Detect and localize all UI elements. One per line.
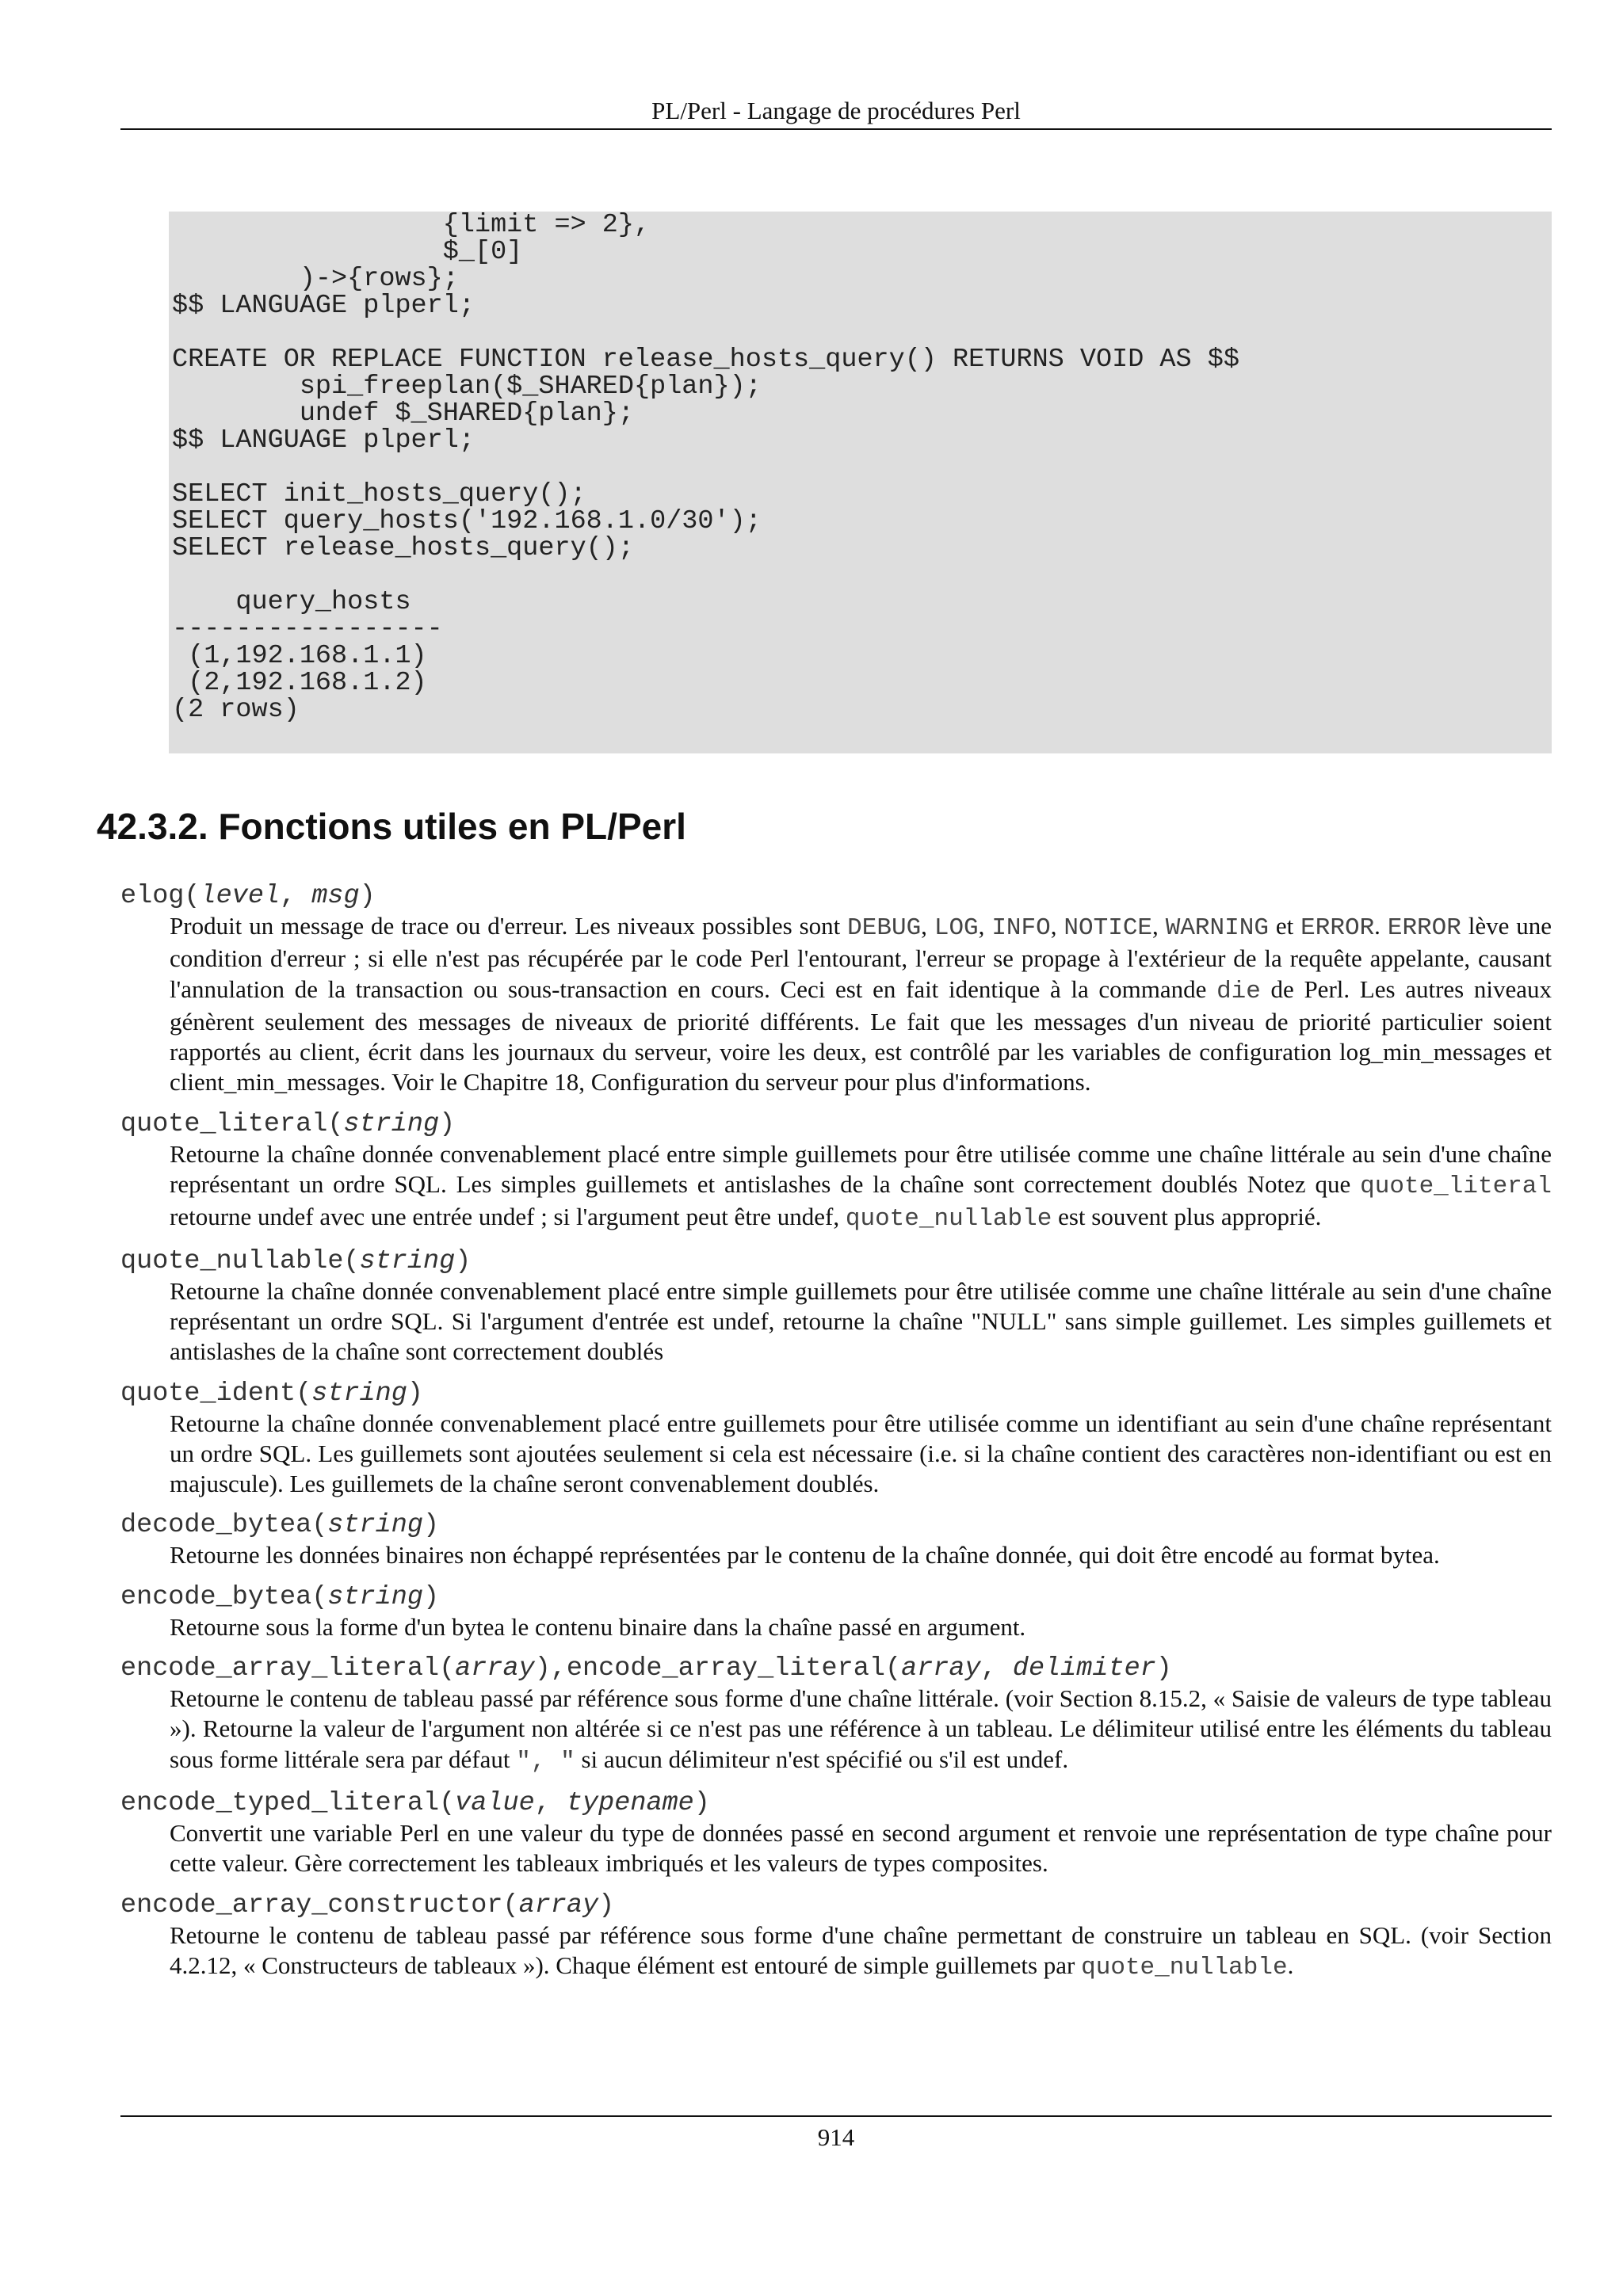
entry-encode-array-literal bbox=[120, 1653, 1552, 1777]
header-divider bbox=[120, 128, 1552, 130]
entry-encode-bytea bbox=[120, 1582, 1552, 1642]
page-header: PL/Perl - Langage de procédures Perl bbox=[651, 97, 1021, 124]
entry-quote-literal bbox=[120, 1109, 1552, 1235]
desc-decode-bytea: Retourne les données binaires non échappé représentées par le contenu de la chaîne donnée, qui doit être encodé au format bytea. bbox=[170, 1541, 1440, 1569]
desc-encode-array-literal: Retourne le contenu de tableau passé par référence sous forme d'une chaîne littérale. (voir Section 8.15.2, « Saisie de valeurs de type tableau »). Retourne la valeur de l'argument non altérée si ce n'est pas une référence à un tableau. Le délimiteur utilisé entre les éléments du tableau sous forme littérale sera par défaut ", " si aucun délimiteur n'est spécifié ou s'il est undef. bbox=[170, 1684, 1552, 1775]
footer-divider bbox=[120, 2115, 1552, 2117]
term-quote-literal: quote_literal(string) bbox=[120, 1108, 456, 1139]
term-encode-typed-literal: encode_typed_literal(value, typename) bbox=[120, 1787, 710, 1818]
desc-quote-literal: Retourne la chaîne donnée convenablement placé entre simple guillemets pour être utilisée comme une chaîne littérale au sein d'une chaîne représentant un ordre SQL. Les simples guillemets et antislashes de la chaîne sont correctement doublés Notez que quote_literal retourne undef avec une entrée undef ; si l'argument peut être undef, quote_nullable est souvent plus approprié. bbox=[170, 1139, 1552, 1234]
term-encode-array-constructor: encode_array_constructor(array) bbox=[120, 1890, 615, 1920]
desc-encode-array-constructor: Retourne le contenu de tableau passé par référence sous forme d'une chaîne permettant de construire un tableau en SQL. (voir Section 4.2.12, « Constructeurs de tableaux »). Chaque élément est entouré de simple guillemets par quote_nullable. bbox=[170, 1920, 1552, 1981]
desc-elog: Produit un message de trace ou d'erreur. Les niveaux possibles sont DEBUG, LOG, INFO, NOTICE, WARNING et ERROR. ERROR lève une condition d'erreur ; si elle n'est pas récupérée par le code Perl l'entourant, l'erreur se propage à l'extérieur de la requête appelante, causant l'annulation de la transaction ou sous-transaction en cours. Ceci est en fait identique à la commande die de Perl. Les autres niveaux génèrent seulement des messages de niveaux de priorité différents. Le fait que les messages d'un niveau de priorité particulier soient rapportés au client, écrit dans les journaux du serveur, voire les deux, est contrôlé par les variables de configuration log_min_messages et client_min_messages. Voir le Chapitre 18, Configuration du serveur pour plus d'informations. bbox=[170, 912, 1552, 1097]
entry-quote-nullable bbox=[120, 1246, 1552, 1367]
entry-quote-ident bbox=[120, 1379, 1552, 1500]
page-number: 914 bbox=[817, 2123, 855, 2151]
term-decode-bytea: decode_bytea(string) bbox=[120, 1510, 440, 1541]
desc-encode-typed-literal: Convertit une variable Perl en une valeur du type de données passé en second argument et renvoie une représentation de type chaîne pour cette valeur. Gère correctement les tableaux imbriqués et les valeurs de types composites. bbox=[170, 1818, 1552, 1878]
entry-encode-array-constructor bbox=[120, 1890, 1552, 1984]
code-text: {limit => 2}, $_[0] )->{rows}; $$ LANGUAGE plperl; CREATE OR REPLACE FUNCTION release_hosts_query() RETURNS VOID AS $$ spi_freeplan($_SHARED{plan}); undef $_SHARED{plan}; $$ LANGUAGE plperl; SELECT init_hosts_query(); SELECT query_hosts('192.168.1.0/30'); SELECT release_hosts_query(); query_hosts ----------------- (1,192.168.1.1) (2,192.168.1.2) (2 rows) bbox=[172, 210, 1239, 725]
term-quote-nullable: quote_nullable(string) bbox=[120, 1245, 472, 1276]
term-quote-ident: quote_ident(string) bbox=[120, 1378, 423, 1409]
desc-quote-nullable: Retourne la chaîne donnée convenablement placé entre simple guillemets pour être utilisée comme une chaîne littérale au sein d'une chaîne représentant un ordre SQL. Si l'argument d'entrée est undef, retourne la chaîne "NULL" sans simple guillemet. Les simples guillemets et antislashes de la chaîne sont correctement doublés bbox=[170, 1276, 1552, 1366]
term-encode-bytea: encode_bytea(string) bbox=[120, 1581, 440, 1612]
term-elog: elog(level, msg) bbox=[120, 881, 376, 911]
section-title: 42.3.2. Fonctions utiles en PL/Perl bbox=[97, 806, 686, 847]
desc-quote-ident: Retourne la chaîne donnée convenablement placé entre guillemets pour être utilisée comme un identifiant au sein d'une chaîne représentant un ordre SQL. Les guillemets sont ajoutées seulement si cela est nécessaire (i.e. si la chaîne contient des caractères non-identifiant ou est en majuscule). Les guillemets de la chaîne seront convenablement doublés. bbox=[170, 1409, 1552, 1498]
function-list bbox=[120, 881, 1552, 1994]
entry-elog bbox=[120, 881, 1552, 1098]
code-example bbox=[169, 212, 1552, 753]
desc-encode-bytea: Retourne sous la forme d'un bytea le contenu binaire dans la chaîne passé en argument. bbox=[170, 1612, 1026, 1641]
entry-decode-bytea bbox=[120, 1510, 1552, 1570]
entry-encode-typed-literal bbox=[120, 1788, 1552, 1879]
term-encode-array-literal: encode_array_literal(array),encode_array_literal(array, delimiter) bbox=[120, 1653, 1172, 1684]
